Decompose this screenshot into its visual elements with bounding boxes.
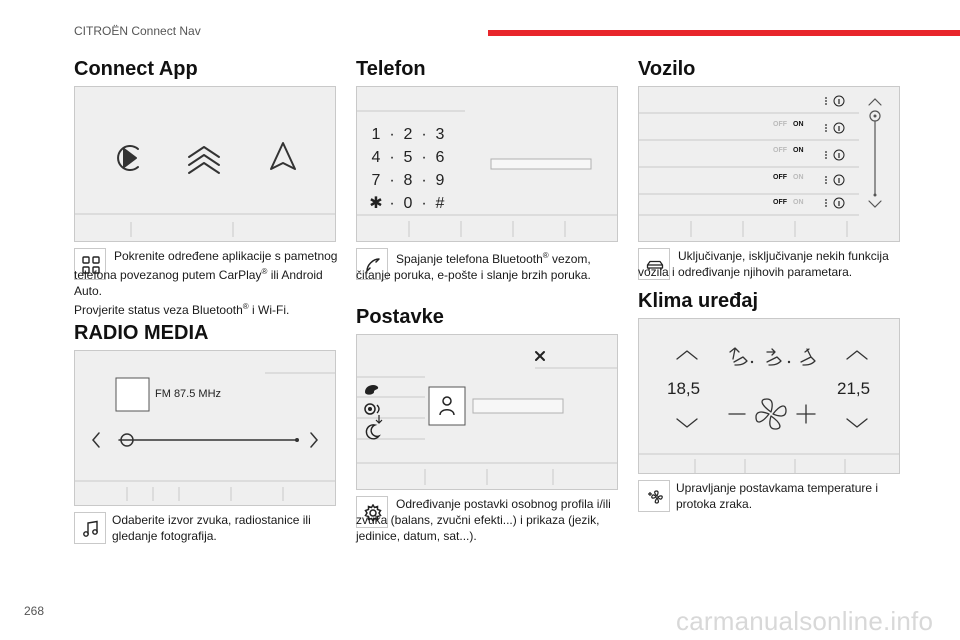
key[interactable]: 8 [403, 172, 413, 189]
toggle-row[interactable]: OFF ON [773, 174, 804, 181]
music-note-icon [82, 520, 100, 538]
keypad-row: ✱ · 0 · # [367, 192, 449, 215]
fan-temperature-icon [646, 488, 664, 506]
key[interactable]: 1 [371, 126, 381, 143]
radio-media-icon-box [74, 512, 106, 544]
radio-media-heading: RADIO MEDIA [74, 322, 209, 344]
connect-app-heading: Connect App [74, 58, 198, 80]
postavke-heading: Postavke [356, 306, 444, 328]
vozilo-screen [638, 86, 900, 242]
header-red-bar [488, 30, 960, 36]
key[interactable]: 9 [435, 172, 445, 189]
telefon-screen [356, 86, 618, 242]
key[interactable]: 7 [371, 172, 381, 189]
toggle-row[interactable]: OFF ON [773, 121, 804, 128]
keypad-row: 7 · 8 · 9 [367, 169, 449, 192]
vozilo-heading: Vozilo [638, 58, 696, 80]
klima-screen [638, 318, 900, 474]
key[interactable]: 5 [403, 149, 413, 166]
watermark: carmanualsonline.info [676, 606, 934, 636]
key[interactable]: 2 [403, 126, 413, 143]
key[interactable]: 3 [435, 126, 445, 143]
keypad-row: 1 · 2 · 3 [367, 123, 449, 146]
radio-media-screen [74, 350, 336, 506]
temp-right: 21,5 [837, 379, 871, 398]
connect-app-screen [74, 86, 336, 242]
keypad-row: 4 · 5 · 6 [367, 146, 449, 169]
key[interactable]: 0 [403, 195, 413, 212]
radio-station-label: FM 87.5 MHz [155, 388, 222, 400]
key[interactable]: 6 [435, 149, 445, 166]
radio-media-description: Odaberite izvor zvuka, radiostanice ili gledanje fotografija. [112, 513, 311, 543]
klima-description: Upravljanje postavkama temperature i protoka zraka. [676, 481, 879, 511]
toggle-row[interactable]: OFF ON [773, 147, 804, 154]
header-title: CITROËN Connect Nav [74, 24, 201, 38]
toggle-row[interactable]: OFF ON [773, 199, 804, 206]
postavke-screen [356, 334, 618, 490]
temp-left: 18,5 [667, 379, 701, 398]
connect-app-description: Pokrenite određene aplikacije s pametnog telefona povezanog putem CarPlay® ili Android Auto. Provjerite status veza Bluetooth® i Wi-Fi. [74, 249, 338, 317]
klima-icon-box [638, 480, 670, 512]
telefon-description: Spajanje telefona Bluetooth® vezom, čitanje poruka, e-pošte i slanje brzih poruka. [356, 251, 591, 282]
vozilo-description: Uključivanje, isključivanje nekih funkcija vozila i određivanje njihovih parametara. [638, 249, 889, 279]
key[interactable]: 4 [371, 149, 381, 166]
phone-keypad [367, 123, 449, 215]
postavke-description: Određivanje postavki osobnog profila i/ili zvuka (balans, zvučni efekti...) i prikaza (jezik, jedinice, datum, sat...). [356, 497, 611, 543]
key[interactable]: # [435, 195, 445, 212]
klima-heading: Klima uređaj [638, 290, 759, 312]
telefon-heading: Telefon [356, 58, 426, 80]
page-number: 268 [24, 604, 45, 618]
key[interactable]: ✱ [369, 195, 383, 212]
